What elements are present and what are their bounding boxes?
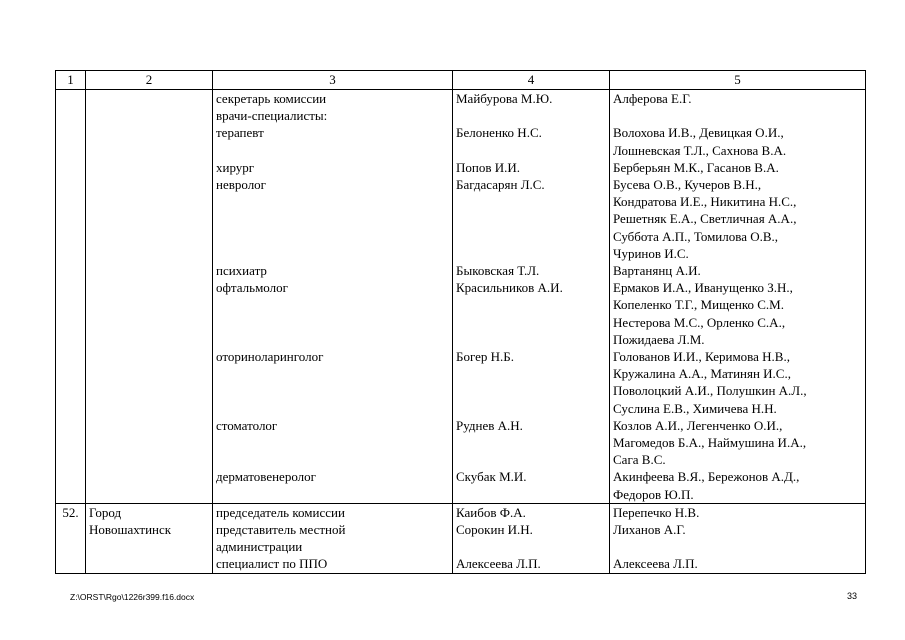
cell-line: Нестерова М.С., Орленко С.А., [613, 314, 786, 330]
footer-file-path: Z:\ORST\Rgo\1226r399.f16.docx [70, 592, 195, 602]
cell-line: Сорокин И.Н. [456, 522, 533, 538]
cell-line [456, 434, 606, 451]
cell-line: Город [89, 504, 122, 520]
cell-line [216, 245, 449, 262]
header-cell-3: 3 [213, 71, 453, 90]
cell-line: Суслина Е.В., Химичева Н.Н. [613, 400, 777, 416]
cell-line: Федоров Ю.П. [613, 486, 694, 502]
cell-line: Лошневская Т.Л., Сахнова В.А. [613, 142, 787, 158]
cell-line: Ермаков И.А., Иванущенко З.Н., [613, 280, 793, 296]
cell-line: Перепечко Н.В. [613, 504, 700, 520]
cell-line: Бусева О.В., Кучеров В.Н., [613, 177, 762, 192]
cell-line: Кондратова И.Е., Никитина Н.С., [613, 194, 797, 210]
cell-line: специалист по ППО [216, 556, 328, 572]
cell-line: Красильников А.И. [456, 280, 563, 296]
cell-line: стоматолог [216, 417, 278, 433]
cell-line: оториноларинголог [216, 348, 324, 364]
header-cell-1: 1 [56, 71, 86, 90]
chair-cell [453, 90, 610, 504]
cell-line [89, 90, 209, 107]
cell-line: секретарь комиссии [216, 91, 327, 106]
cell-line: психиатр [216, 262, 267, 278]
cell-line: Чуринов И.С. [613, 245, 689, 261]
cell-line [456, 210, 606, 227]
cell-line [216, 365, 449, 382]
cell-line: дерматовенеролог [216, 469, 316, 485]
cell-line [456, 331, 606, 348]
city-cell [86, 503, 213, 573]
cell-line [613, 107, 862, 124]
cell-line: Алферова Е.Г. [613, 91, 692, 106]
cell-line [456, 399, 606, 416]
cell-line: Новошахтинск [89, 522, 172, 538]
cell-line: Акинфеева В.Я., Бережонов А.Д., [613, 469, 800, 485]
cell-line: Пожидаева Л.М. [613, 331, 705, 347]
cell-line [216, 314, 449, 331]
table-row [56, 503, 866, 573]
cell-line [456, 228, 606, 245]
cell-line [216, 434, 449, 451]
cell-line [456, 314, 606, 331]
row-number-cell [56, 90, 86, 504]
table-row [56, 90, 866, 504]
cell-line: невролог [216, 177, 267, 192]
cell-line: терапевт [216, 125, 264, 141]
row-number-cell: 52. [56, 503, 86, 573]
header-cell-2: 2 [86, 71, 213, 90]
cell-line: Алексеева Л.П. [456, 556, 541, 572]
cell-line [216, 331, 449, 348]
cell-line: Каибов Ф.А. [456, 504, 526, 520]
header-cell-5: 5 [610, 71, 866, 90]
cell-line: администрации [216, 539, 303, 555]
cell-line [216, 296, 449, 313]
cell-line: Вартанянц А.И. [613, 263, 701, 279]
cell-line: Быковская Т.Л. [456, 262, 540, 278]
cell-line: Попов И.И. [456, 159, 521, 175]
cell-line [216, 142, 449, 159]
cell-line: председатель комиссии [216, 504, 345, 520]
cell-line: Голованов И.И., Керимова Н.В., [613, 349, 790, 365]
cell-line: Алексеева Л.П. [613, 556, 698, 572]
cell-line: Магомедов Б.А., Наймушина И.А., [613, 435, 807, 451]
footer-page-number: 33 [847, 591, 858, 601]
members-cell [610, 90, 866, 504]
cell-line [216, 451, 449, 468]
cell-line [456, 538, 606, 555]
cell-line [456, 245, 606, 262]
cell-line [456, 451, 606, 468]
cell-line: Поволоцкий А.И., Полушкин А.Л., [613, 383, 807, 399]
cell-line [216, 210, 449, 227]
cell-line: врачи-специалисты: [216, 108, 328, 124]
cell-line: офтальмолог [216, 280, 288, 296]
cell-line: Белоненко Н.С. [456, 125, 542, 141]
cell-line [216, 400, 449, 417]
cell-line [456, 193, 606, 210]
cell-line: Копеленко Т.Г., Мищенко С.М. [613, 297, 784, 313]
cell-line: Берберьян М.К., Гасанов В.А. [613, 159, 779, 175]
table-header-row [56, 71, 866, 90]
cell-line [456, 107, 606, 124]
cell-line [456, 382, 606, 399]
cell-line: Богер Н.Б. [456, 348, 514, 364]
cell-line [456, 142, 606, 159]
cell-line [456, 296, 606, 313]
cell-line: Решетняк Е.А., Светличная А.А., [613, 211, 797, 227]
cell-line: Руднев А.Н. [456, 417, 523, 433]
cell-line: Лиханов А.Г. [613, 522, 686, 538]
header-cell-4: 4 [453, 71, 610, 90]
cell-line: Козлов А.И., Легенченко О.И., [613, 417, 783, 433]
cell-line: Суббота А.П., Томилова О.В., [613, 228, 779, 244]
chair-cell [453, 503, 610, 573]
cell-line: Кружалина А.А., Матинян И.С., [613, 366, 791, 382]
cell-line [613, 538, 862, 555]
cell-line [456, 485, 606, 502]
cell-line: хирург [216, 159, 255, 175]
cell-line: Багдасарян Л.С. [456, 176, 545, 192]
role-cell [213, 503, 453, 573]
commission-table [55, 70, 866, 574]
cell-line: Майбурова М.Ю. [456, 91, 553, 106]
cell-line: Скубак М.И. [456, 469, 527, 485]
cell-line: представитель местной [216, 522, 346, 538]
cell-line [456, 365, 606, 382]
cell-line [216, 485, 449, 502]
cell-line [216, 193, 449, 210]
role-cell [213, 90, 453, 504]
members-cell [610, 503, 866, 573]
cell-line: Сага В.С. [613, 452, 666, 468]
cell-line: Волохова И.В., Девицкая О.И., [613, 125, 784, 141]
cell-line [216, 228, 449, 245]
city-cell [86, 90, 213, 504]
cell-line [216, 382, 449, 399]
